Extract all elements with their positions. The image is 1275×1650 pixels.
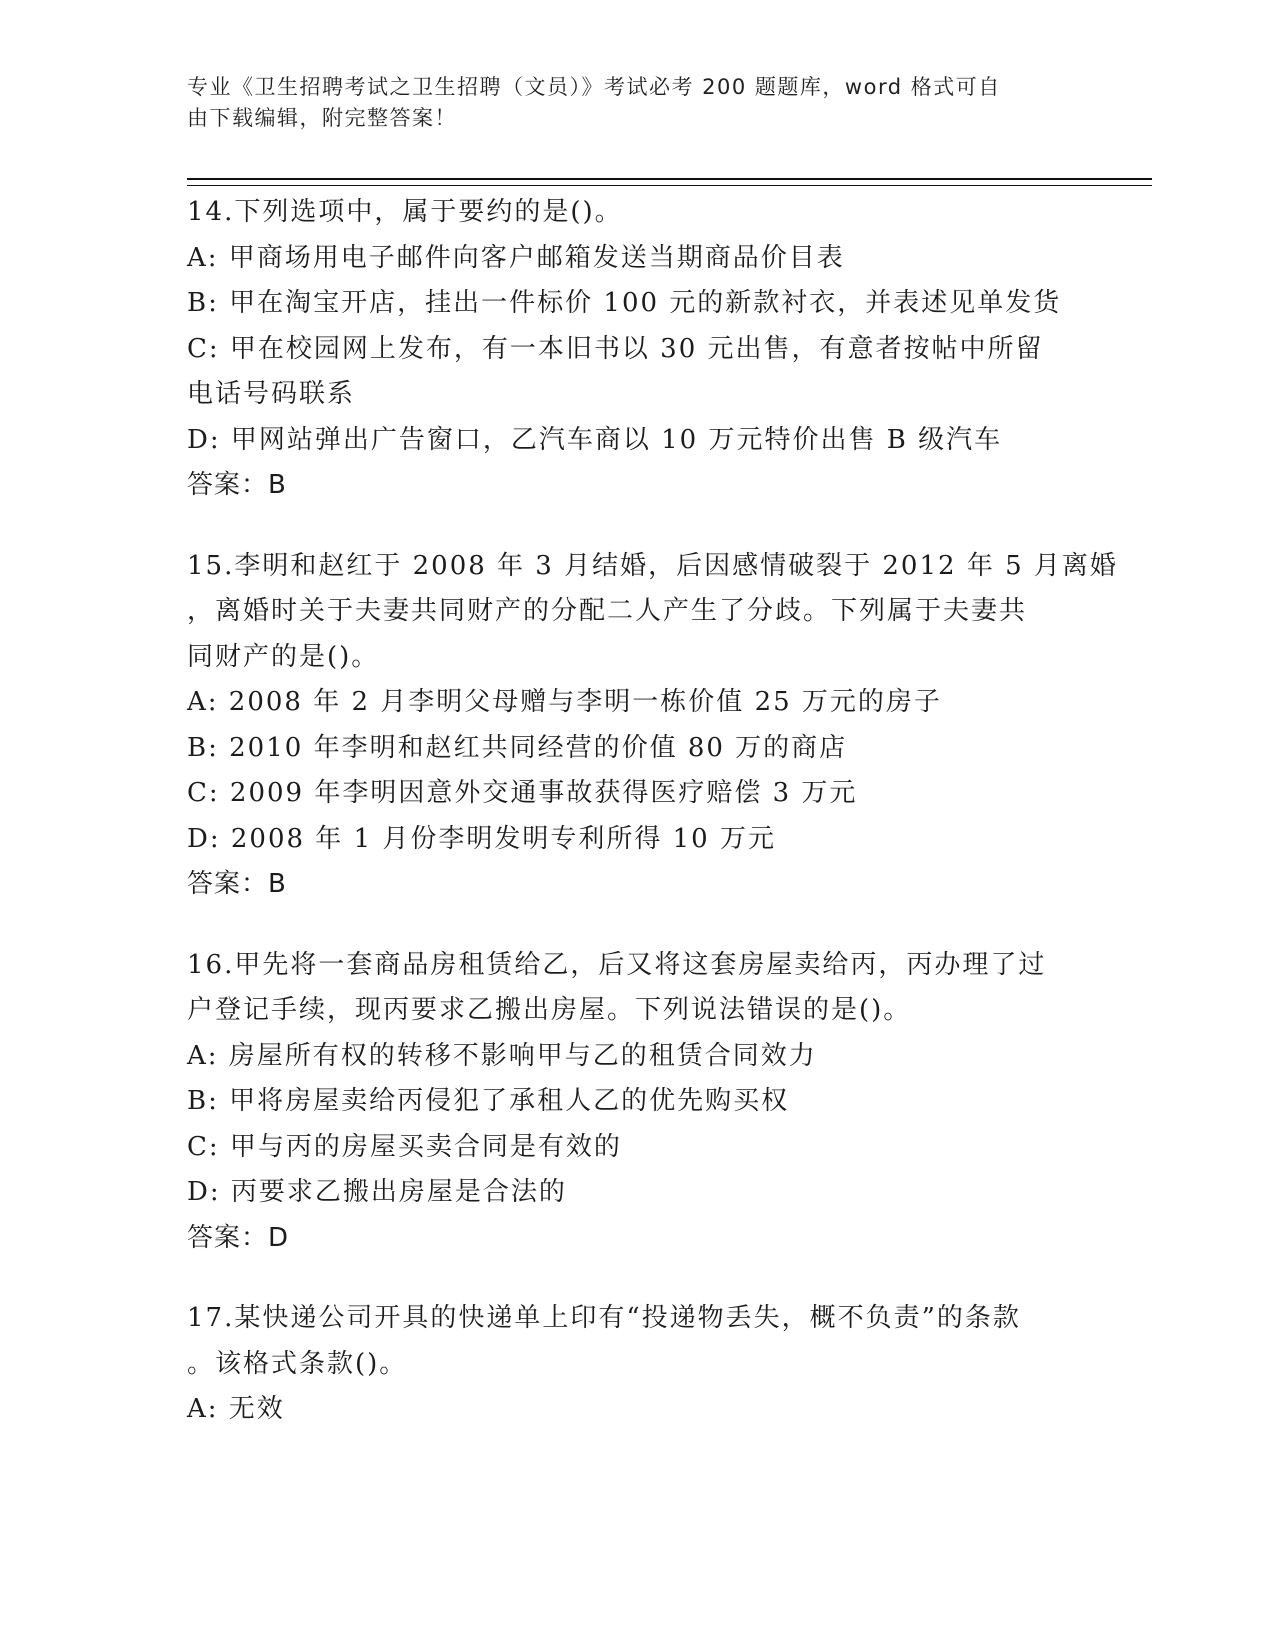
question-stem-line: 15.李明和赵红于 2008 年 3 月结婚，后因感情破裂于 2012 年 5 月离婚	[187, 550, 1118, 581]
question-stem-line: 同财产的是()。	[187, 641, 380, 672]
question-list	[187, 190, 1118, 1468]
option-c: C: 甲在校园网上发布，有一本旧书以 30 元出售，有意者按帖中所留	[187, 333, 1044, 364]
option-a: A: 甲商场用电子邮件向客户邮箱发送当期商品价目表	[187, 242, 845, 273]
option-a: A: 2008 年 2 月李明父母赠与李明一栋价值 25 万元的房子	[187, 687, 942, 717]
question-16	[187, 943, 1087, 1262]
question-15	[187, 544, 1118, 908]
option-d: D: 丙要求乙搬出房屋是合法的	[187, 1177, 567, 1207]
question-stem-line: 户登记手续，现丙要求乙搬出房屋。下列说法错误的是()。	[187, 995, 912, 1025]
question-stem-line: 16.甲先将一套商品房租赁给乙，后又将这套房屋卖给丙，丙办理了过	[187, 949, 1047, 980]
header-line-2: 由下载编辑，附完整答案！	[187, 106, 457, 130]
option-c: C: 2009 年李明因意外交通事故获得医疗赔偿 3 万元	[187, 778, 858, 808]
answer-line: 答案：D	[187, 1222, 290, 1253]
document-header	[187, 72, 1087, 134]
option-b: B: 甲在淘宝开店，挂出一件标价 100 元的新款衬衣，并表述见单发货	[187, 288, 1062, 318]
option-a: A: 房屋所有权的转移不影响甲与乙的租赁合同效力	[187, 1040, 817, 1071]
question-17	[187, 1296, 1087, 1433]
question-14	[187, 190, 1087, 509]
question-stem-line: 。该格式条款()。	[187, 1348, 408, 1379]
option-d: D: 甲网站弹出广告窗口，乙汽车商以 10 万元特价出售 B 级汽车	[187, 424, 1003, 455]
answer-line: 答案：B	[187, 869, 287, 899]
question-stem-line: 14.下列选项中，属于要约的是()。	[187, 197, 623, 227]
option-c: C: 甲与丙的房屋买卖合同是有效的	[187, 1131, 622, 1162]
option-a: A: 无效	[187, 1394, 285, 1424]
option-c-continued: 电话号码联系	[187, 379, 356, 409]
header-line-1: 专业《卫生招聘考试之卫生招聘（文员）》考试必考 200 题题库，word 格式可自	[187, 75, 1001, 99]
header-rule-thick	[187, 178, 1152, 180]
header-rule-thin	[187, 185, 1152, 186]
answer-line: 答案：B	[187, 470, 287, 500]
question-stem-line: ，离婚时关于夫妻共同财产的分配二人产生了分歧。下列属于夫妻共	[187, 596, 1028, 626]
option-b: B: 2010 年李明和赵红共同经营的价值 80 万的商店	[187, 732, 848, 763]
option-b: B: 甲将房屋卖给丙侵犯了承租人乙的优先购买权	[187, 1086, 790, 1116]
option-d: D: 2008 年 1 月份李明发明专利所得 10 万元	[187, 823, 776, 854]
question-stem-line: 17.某快递公司开具的快递单上印有“投递物丢失，概不负责”的条款	[187, 1303, 1021, 1333]
